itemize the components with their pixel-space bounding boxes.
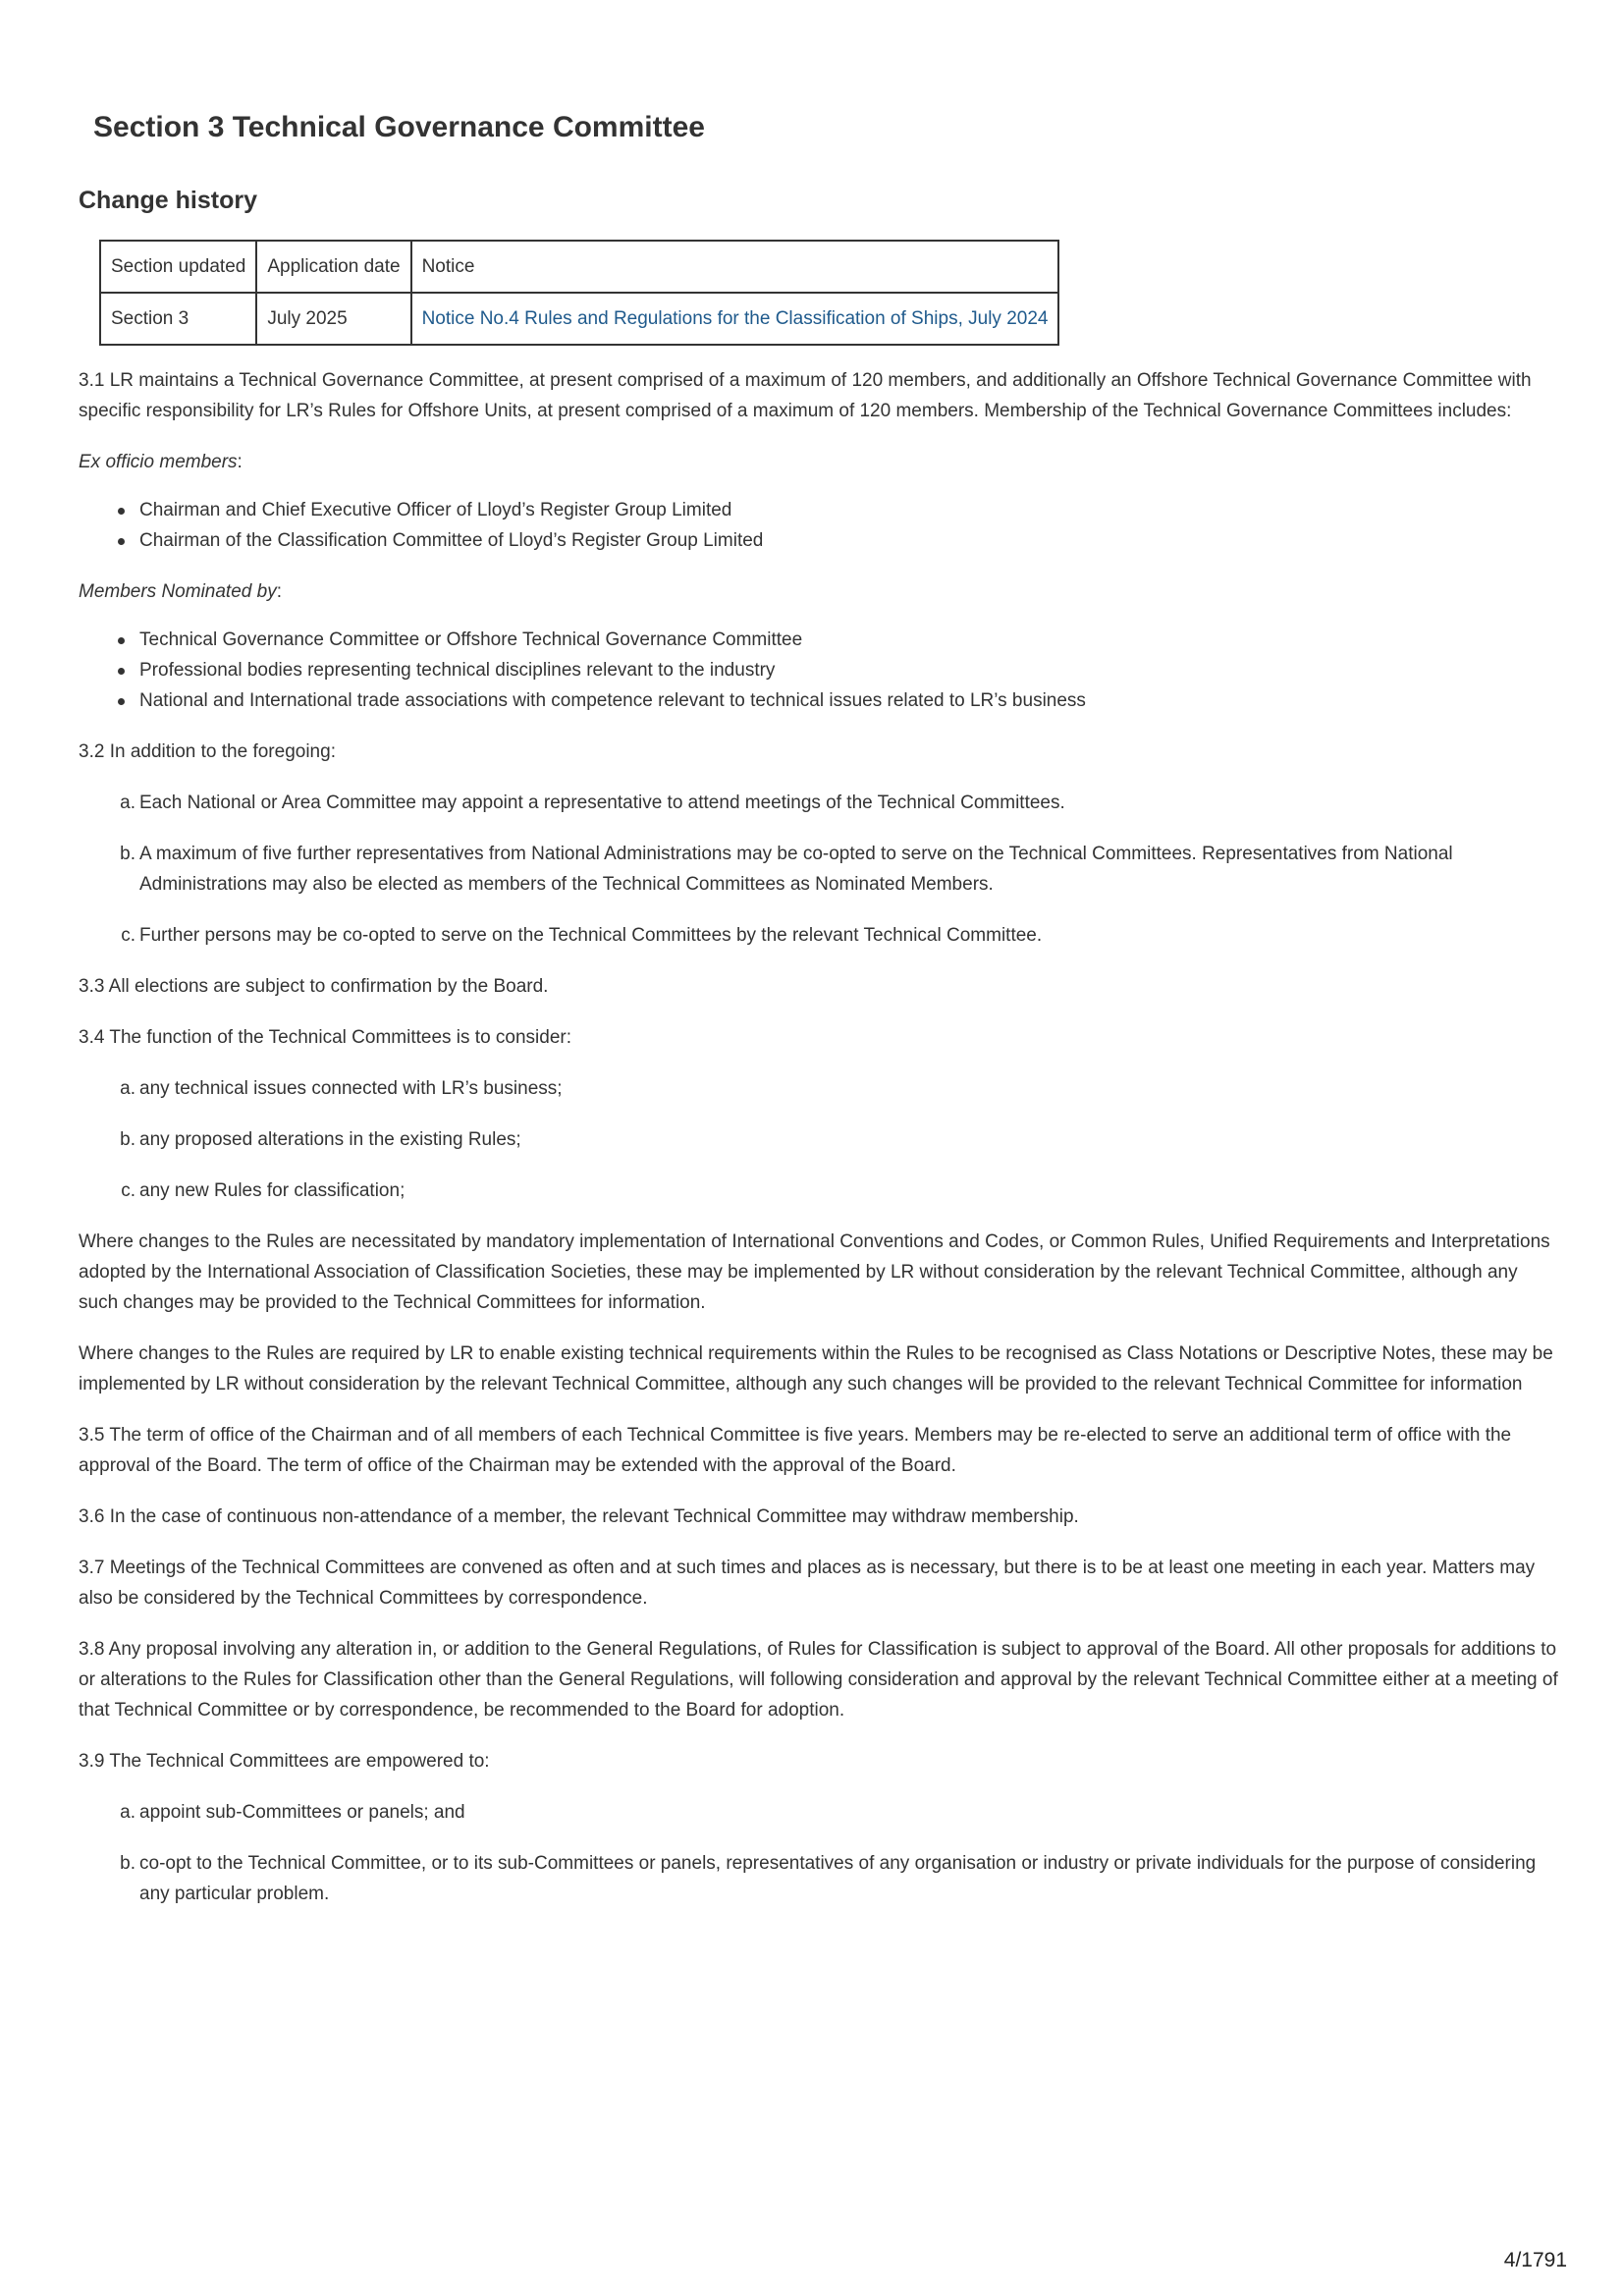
paragraph-3-7: 3.7 Meetings of the Technical Committees are convened as often and at such times and places as is necessary, but there is to be at least one meeting in each year. Matters may also be considered by the Technical Committees by correspondence. <box>79 1558 1536 1609</box>
list-item <box>79 1124 1561 1155</box>
item-marker: c. <box>121 1180 135 1201</box>
ex-officio-list <box>79 495 1561 556</box>
list-item <box>79 1073 1561 1104</box>
cell-section: Section 3 <box>100 293 256 345</box>
item-text: any proposed alterations in the existing Rules; <box>139 1129 521 1150</box>
item-text: Each National or Area Committee may appoint a representative to attend meetings of the Technical Committees. <box>139 793 1065 813</box>
change-history-heading: Change history <box>79 187 257 214</box>
notice-link[interactable]: Notice No.4 Rules and Regulations for the Classification of Ships, July 2024 <box>411 293 1059 345</box>
item-marker: c. <box>121 925 135 946</box>
list-item <box>79 1848 1561 1909</box>
ex-officio-label: Ex officio members <box>79 452 238 472</box>
item-text: co-opt to the Technical Committee, or to its sub-Committees or panels, representatives of any organisation or industry or private individuals for the purpose of considering any particular problem. <box>139 1853 1537 1904</box>
list-item <box>79 839 1561 900</box>
item-marker: b. <box>120 1129 135 1150</box>
paragraph-3-5: 3.5 The term of office of the Chairman and of all members of each Technical Committee is five years. Members may be re-elected to serve an additional term of office with the approval of the Board. The term of office of the Chairman may be extended with the approval of the Board. <box>79 1425 1512 1476</box>
list-item <box>79 920 1561 951</box>
list-item: National and International trade associations with competence relevant to technical issues related to LR’s business <box>139 685 1561 716</box>
item-text: A maximum of five further representatives from National Administrations may be co-opted to serve on the Technical Committees. Representatives from National Administrations may also be elected as members of the Technical Committees as Nominated Members. <box>139 844 1453 895</box>
paragraph-changes-2: Where changes to the Rules are required by LR to enable existing technical requirements within the Rules to be recognised as Class Notations or Descriptive Notes, these may be implemented by LR without consideration by the relevant Technical Committee, although any such changes will be provided to the relevant Technical Committee for information <box>79 1343 1553 1394</box>
table-row <box>100 293 1058 345</box>
table-header-row <box>100 241 1058 293</box>
nominated-label: Members Nominated by <box>79 581 277 602</box>
paragraph-3-8: 3.8 Any proposal involving any alteration in, or addition to the General Regulations, of Rules for Classification is subject to approval of the Board. All other proposals for additions to or alterations to the Rules for Classification other than the General Regulations, will following consideration and approval by the relevant Technical Committee either at a meeting of that Technical Committee or by correspondence, be recommended to the Board for adoption. <box>79 1639 1558 1721</box>
list-item: Chairman and Chief Executive Officer of Lloyd’s Register Group Limited <box>139 495 1561 525</box>
paragraph-3-4: 3.4 The function of the Technical Committees is to consider: <box>79 1027 572 1048</box>
item-marker: a. <box>120 1078 135 1099</box>
paragraph-3-6: 3.6 In the case of continuous non-attendance of a member, the relevant Technical Committee may withdraw membership. <box>79 1506 1079 1527</box>
item-marker: a. <box>120 793 135 813</box>
item-text: any technical issues connected with LR’s business; <box>139 1078 563 1099</box>
list-item: Chairman of the Classification Committee of Lloyd’s Register Group Limited <box>139 525 1561 556</box>
header-application-date: Application date <box>256 241 410 293</box>
item-marker: a. <box>120 1802 135 1823</box>
paragraph-3-1: 3.1 LR maintains a Technical Governance Committee, at present comprised of a maximum of 120 members, and additionally an Offshore Technical Governance Committee with specific responsibility for LR’s Rules for Offshore Units, at present comprised of a maximum of 120 members. Membership of the Technical Governance Committees includes: <box>79 370 1532 421</box>
change-history-table <box>99 240 1059 346</box>
cell-application-date: July 2025 <box>256 293 410 345</box>
list-item <box>79 1797 1561 1828</box>
header-notice: Notice <box>411 241 1059 293</box>
item-text: any new Rules for classification; <box>139 1180 406 1201</box>
item-text: appoint sub-Committees or panels; and <box>139 1802 465 1823</box>
section-title: Section 3 Technical Governance Committee <box>93 111 705 143</box>
header-section-updated: Section updated <box>100 241 256 293</box>
list-item <box>79 1175 1561 1206</box>
item-text: Further persons may be co-opted to serve on the Technical Committees by the relevant Technical Committee. <box>139 925 1043 946</box>
paragraph-3-2: 3.2 In addition to the foregoing: <box>79 741 336 762</box>
nominated-label-line: Members Nominated by: <box>79 581 282 602</box>
ex-officio-label-line: Ex officio members: <box>79 452 243 472</box>
page-number: 4/1791 <box>1503 2249 1567 2271</box>
paragraph-3-3: 3.3 All elections are subject to confirmation by the Board. <box>79 976 549 997</box>
item-marker: b. <box>120 1853 135 1874</box>
list-item <box>79 788 1561 818</box>
item-marker: b. <box>120 844 135 864</box>
paragraph-changes-1: Where changes to the Rules are necessitated by mandatory implementation of International Conventions and Codes, or Common Rules, Unified Requirements and Interpretations adopted by the International Association of Classification Societies, these may be implemented by LR without consideration by the relevant Technical Committee, although any such changes may be provided to the Technical Committees for information. <box>79 1231 1550 1313</box>
list-item: Professional bodies representing technical disciplines relevant to the industry <box>139 655 1561 685</box>
nominated-list <box>79 625 1561 716</box>
paragraph-3-9: 3.9 The Technical Committees are empowered to: <box>79 1751 490 1772</box>
list-item: Technical Governance Committee or Offshore Technical Governance Committee <box>139 625 1561 655</box>
section-body <box>79 365 1561 1930</box>
